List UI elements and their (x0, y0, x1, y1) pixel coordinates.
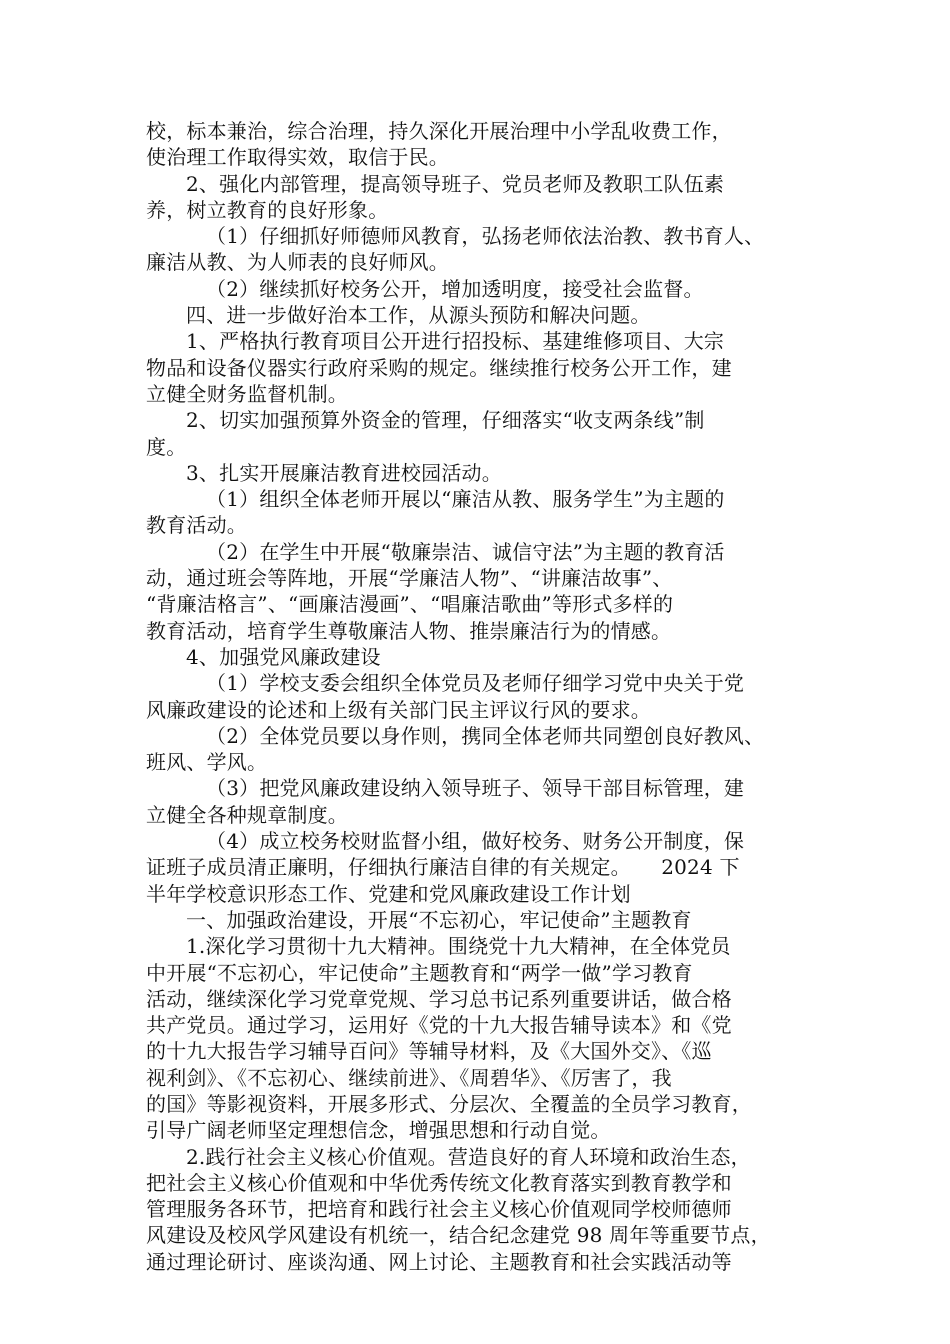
text-line: （2）全体党员要以身作则，携同全体老师共同塑创良好教风、 (206, 723, 765, 748)
text-line: 3、扎实开展廉洁教育进校园活动。 (186, 460, 502, 485)
text-line: 半年学校意识形态工作、党建和党风廉政建设工作计划 (146, 881, 631, 906)
text-line: 立健全各种规章制度。 (146, 802, 348, 827)
text-line: 教育活动。 (146, 513, 247, 538)
text-line: 2、强化内部管理，提高领导班子、党员老师及教职工队伍素 (186, 171, 725, 196)
text-line: 班风、学风。 (146, 750, 268, 775)
text-line: 廉洁从教、为人师表的良好师风。 (146, 250, 449, 275)
text-line: 4、加强党风廉政建设 (186, 644, 381, 669)
text-line: （1）学校支委会组织全体党员及老师仔细学习党中央关于党 (206, 671, 745, 696)
text-line: 四、进一步做好治本工作，从源头预防和解决问题。 (186, 303, 651, 328)
text-line: 共产党员。通过学习，运用好《党的十九大报告辅导读本》和《党 (146, 1013, 732, 1038)
text-line: 把社会主义核心价值观和中华优秀传统文化教育落实到教育教学和 (146, 1170, 732, 1195)
text-line: 证班子成员清正廉明，仔细执行廉洁自律的有关规定。 2024 下 (146, 855, 740, 880)
text-line: 风廉政建设的论述和上级有关部门民主评议行风的要求。 (146, 697, 651, 722)
document-body (146, 118, 808, 1275)
text-line: 视利剑》、《不忘初心、继续前进》、《周碧华》、《厉害了，我 (146, 1065, 672, 1090)
text-line: 1、严格执行教育项目公开进行招投标、基建维修项目、大宗 (186, 329, 725, 354)
text-line: 引导广阔老师坚定理想信念，增强思想和行动自觉。 (146, 1118, 611, 1143)
text-line: 教育活动，培育学生尊敬廉洁人物、推崇廉洁行为的情感。 (146, 618, 672, 643)
text-line: 校，标本兼治，综合治理，持久深化开展治理中小学乱收费工作， (146, 119, 732, 143)
text-line: 物品和设备仪器实行政府采购的规定。继续推行校务公开工作，建 (146, 355, 732, 380)
text-line: 度。 (146, 434, 187, 459)
text-line: （1）组织全体老师开展以“廉洁从教、服务学生”为主题的 (206, 487, 725, 512)
text-line: 的国》等影视资料，开展多形式、分层次、全覆盖的全员学习教育， (146, 1091, 752, 1116)
text-line: 中开展“不忘初心，牢记使命”主题教育和“两学一做”学习教育 (146, 960, 693, 985)
text-line: 通过理论研讨、座谈沟通、网上讨论、主题教育和社会实践活动等 (146, 1249, 732, 1274)
text-line: 2、切实加强预算外资金的管理，仔细落实“收支两条线”制 (186, 408, 705, 433)
text-line: 2.践行社会主义核心价值观。营造良好的育人环境和政治生态， (186, 1144, 751, 1169)
text-line: （2）继续抓好校务公开，增加透明度，接受社会监督。 (206, 276, 704, 301)
text-line: （3）把党风廉政建设纳入领导班子、领导干部目标管理，建 (206, 776, 745, 801)
text-line: 养，树立教育的良好形象。 (146, 197, 389, 222)
text-line: （4）成立校务校财监督小组，做好校务、财务公开制度，保 (206, 829, 745, 854)
text-line: 使治理工作取得实效，取信于民。 (146, 145, 449, 170)
text-line: 1.深化学习贯彻十九大精神。围绕党十九大精神，在全体党员 (186, 934, 731, 959)
text-line: 的十九大报告学习辅导百问》等辅导材料，及《大国外交》、《巡 (146, 1039, 712, 1064)
text-line: 动，通过班会等阵地，开展“学廉洁人物”、“讲廉洁故事”、 (146, 566, 673, 591)
text-line: 活动，继续深化学习党章党规、学习总书记系列重要讲话，做合格 (146, 986, 732, 1011)
text-line: 立健全财务监督机制。 (146, 381, 348, 406)
text-line: （1）仔细抓好师德师风教育，弘扬老师依法治教、教书育人、 (206, 224, 765, 249)
text-line: 一、加强政治建设，开展“不忘初心，牢记使命”主题教育 (186, 907, 692, 932)
text-line: “背廉洁格言”、“画廉洁漫画”、“唱廉洁歌曲”等形式多样的 (146, 592, 674, 617)
text-line: 风建设及校风学风建设有机统一，结合纪念建党 98 周年等重要节点， (146, 1223, 771, 1248)
text-line: （2）在学生中开展“敬廉崇洁、诚信守法”为主题的教育活 (206, 539, 725, 564)
text-line: 管理服务各环节，把培育和践行社会主义核心价值观同学校师德师 (146, 1197, 732, 1222)
